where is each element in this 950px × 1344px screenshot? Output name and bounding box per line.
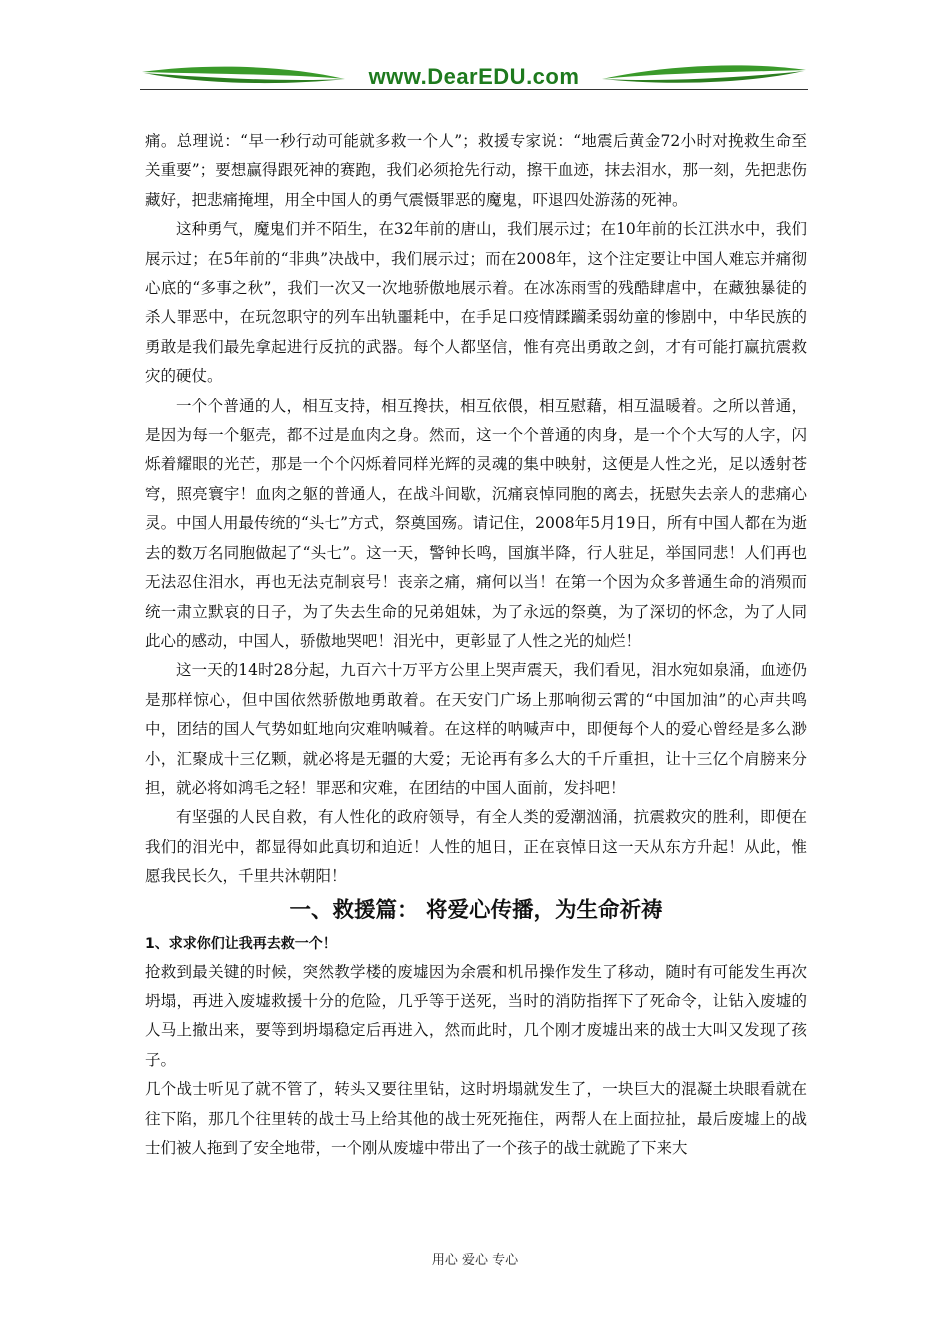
site-title: www.DearEDU.com — [368, 64, 580, 89]
page-footer: 用心 爱心 专心 — [431, 1253, 519, 1268]
story-paragraph: 抢救到最关键的时候，突然教学楼的废墟因为余震和机吊操作发生了移动，随时有可能发生再次坍塌，再进入废墟救援十分的危险，几乎等于送死，当时的消防指挥下了死命令，让钻入废墟的人马上撤出来，要等到坍塌稳定后再进入，然而此时，几个刚才废墟出来的战士大叫又发现了孩子。 — [145, 962, 807, 1069]
paragraph: 有坚强的人民自救，有人性化的政府领导，有全人类的爱潮汹涌，抗震救灾的胜利，即便在我们的泪光中，都显得如此真切和迫近！人性的旭日，正在哀悼日这一天从东方升起！从此，惟愿我民长久，千里共沐朝阳！ — [145, 808, 807, 886]
paragraph: 痛。总理说：“早一秒行动可能就多救一个人”；救援专家说：“地震后黄金72小时对挽救生命至关重要”；要想赢得跟死神的赛跑，我们必须抢先行动，擦干血迹，抹去泪水，那一刻，先把悲伤藏好，把悲痛掩埋，用全中国人的勇气震慑罪恶的魔鬼，吓退四处游荡的死神。 — [145, 132, 807, 209]
paragraph: 这种勇气，魔鬼们并不陌生，在32年前的唐山，我们展示过；在10年前的长江洪水中，我们展示过；在5年前的“非典”决战中，我们展示过；而在2008年，这个注定要让中国人难忘并痛彻心底的“多事之秋”，我们一次又一次地骄傲地展示着。在冰冻雨雪的残酷肆虐中，在藏独暴徒的杀人罪恶中，在玩忽职守的列车出轨噩耗中，在手足口疫情蹂躏柔弱幼童的惨剧中，中华民族的勇敢是我们最先拿起进行反抗的武器。每个人都坚信，惟有亮出勇敢之剑，才有可能打赢抗震救灾的硬仗。 — [145, 220, 807, 386]
article-body — [145, 127, 807, 1163]
paragraph: 这一天的14时28分起，九百六十万平方公里上哭声震天，我们看见，泪水宛如泉涌，血迹仍是那样惊心，但中国依然骄傲地勇敢着。在天安门广场上那响彻云霄的“中国加油”的心声共鸣中，团结的国人气势如虹地向灾难呐喊着。在这样的呐喊声中，即便每个人的爱心曾经是多么渺小，汇聚成十三亿颗，就必将是无疆的大爱；无论再有多么大的千斤重担，让十三亿个肩膀来分担，就必将如鸿毛之轻！罪恶和灾难，在团结的中国人面前，发抖吧！ — [145, 661, 807, 797]
section-heading: 一、救援篇： 将爱心传播，为生命祈祷 — [289, 897, 663, 923]
story-paragraph: 几个战士听见了就不管了，转头又要往里钻，这时坍塌就发生了，一块巨大的混凝土块眼看就在往下陷，那几个往里转的战士马上给其他的战士死死拖住，两帮人在上面拉扯，最后废墟上的战士们被人拖到了安全地带，一个刚从废墟中带出了一个孩子的战士就跪了下来大 — [145, 1080, 807, 1157]
header-divider — [140, 89, 808, 90]
paragraph: 一个个普通的人，相互支持，相互搀扶，相互依偎，相互慰藉，相互温暖着。之所以普通，是因为每一个躯壳，都不过是血肉之身。然而，这一个个普通的肉身，是一个个大写的人字，闪烁着耀眼的光芒，那是一个个闪烁着同样光辉的灵魂的集中映射，这便是人性之光，足以透射苍穹，照亮寰宇！血肉之躯的普通人，在战斗间歇，沉痛哀悼同胞的离去，抚慰失去亲人的悲痛心灵。中国人用最传统的“头七”方式，祭奠国殇。请记住，2008年5月19日，所有中国人都在为逝去的数万名同胞做起了“头七”。这一天，警钟长鸣，国旗半降，行人驻足，举国同悲！人们再也无法忍住泪水，再也无法克制哀号！丧亲之痛，痛何以当！在第一个因为众多普通生命的消殒而统一肃立默哀的日子，为了失去生命的兄弟姐妹，为了永远的祭奠，为了深切的怀念，为了人同此心的感动，中国人，骄傲地哭吧！泪光中，更彰显了人性之光的灿烂！ — [145, 396, 807, 650]
sub-heading: 1、求求你们让我再去救一个！ — [145, 935, 337, 952]
